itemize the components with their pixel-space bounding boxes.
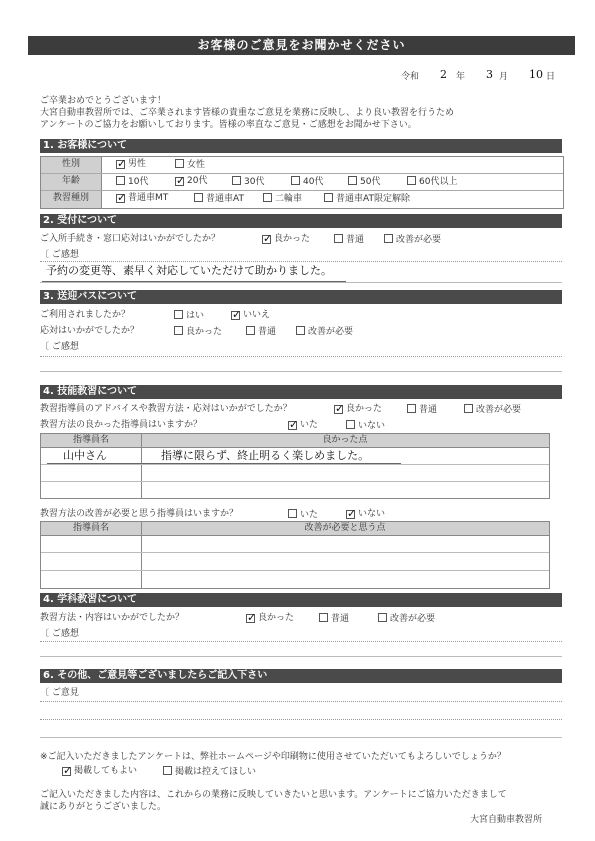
divider <box>40 719 562 720</box>
option-age-60s[interactable]: 60代以上 <box>407 176 457 188</box>
good-instructor-option-no[interactable]: いない <box>346 420 385 432</box>
section-1-header: 1. お客様について <box>40 139 562 153</box>
skill-option-improve[interactable]: 改善が必要 <box>464 404 521 416</box>
option-age-30s[interactable]: 30代 <box>232 176 264 188</box>
good-instructor-option-yes[interactable]: ✓ いた <box>289 418 319 431</box>
option-course-at-unlimit[interactable]: 普通車AT限定解除 <box>324 193 410 205</box>
skill-question-1: 教習指導員のアドバイスや教習方法・応対はいかがでしたか？ <box>40 404 292 414</box>
form-title: お客様のご意見をお聞かせください <box>28 36 575 55</box>
school-name: 大宮自動車教習所 <box>470 815 543 825</box>
divider <box>40 356 562 357</box>
skill-question-2: 教習方法の良かった指導員はいますか？ <box>40 420 203 430</box>
reception-option-good[interactable]: ✓ 良かった <box>263 232 311 245</box>
good-instructor-table <box>40 433 550 499</box>
section-6-header: 6. その他、ご意見等ございましたらご記入下さい <box>40 669 562 683</box>
option-age-20s[interactable]: ✓ 20代 <box>176 174 208 187</box>
date-month-label: 月 <box>499 72 509 82</box>
bus-option-normal[interactable]: 普通 <box>246 326 276 338</box>
bus-option-good[interactable]: 良かった <box>174 326 222 338</box>
improve-instructor-option-no[interactable]: ✓ いない <box>347 507 386 520</box>
date-day-hand: 10 <box>529 68 543 81</box>
bus-question-1: ご利用されましたか？ <box>40 310 131 320</box>
option-age-10s[interactable]: 10代 <box>116 176 148 188</box>
checkbox-age-50s[interactable] <box>348 176 357 185</box>
other-comment-label: 〔 ご意見 <box>40 688 79 698</box>
reception-comment-hand: 予約の変更等、素早く対応していただけて助かりました。 <box>46 264 332 277</box>
checkbox-lecture-improve[interactable] <box>378 613 387 622</box>
row-label-age: 年齢 <box>61 176 80 186</box>
closing-line-1: ご記入いただきました内容は、これからの業務に反映していきたいと思います。アンケートにご協力いただきまして <box>40 790 507 800</box>
checkbox-male[interactable]: ✓ <box>117 157 127 170</box>
option-age-40s[interactable]: 40代 <box>291 176 323 188</box>
checkbox-consent-yes[interactable]: ✓ <box>63 764 73 777</box>
checkbox-bus-yes[interactable] <box>174 310 183 319</box>
option-female[interactable]: 女性 <box>175 159 205 171</box>
closing-line-2: 誠にありがとうございました。 <box>40 802 167 812</box>
checkbox-skill-good[interactable]: ✓ <box>335 402 345 415</box>
intro-line-2: 大宮自動車教習所では、ご卒業されます皆様の貴重なご意見を業務に反映し、より良い教習を行うため <box>40 108 455 118</box>
checkbox-female[interactable] <box>175 159 184 168</box>
checkbox-course-mt[interactable]: ✓ <box>117 191 127 204</box>
checkbox-skill-improve[interactable] <box>464 404 473 413</box>
improve-instructor-option-yes[interactable]: いた <box>288 509 318 521</box>
date-year-hand: 2 <box>440 68 447 81</box>
option-course-bike[interactable]: 二輪車 <box>263 193 302 205</box>
date-era: 令和 <box>401 72 420 82</box>
checkbox-age-20s[interactable]: ✓ <box>176 174 186 187</box>
table1-hand-point: 指導に限らず、終止明るく楽しめました。 <box>161 449 370 462</box>
reception-option-improve[interactable]: 改善が必要 <box>384 234 441 246</box>
table2-head-name: 指導員名 <box>72 523 109 533</box>
checkbox-lecture-normal[interactable] <box>319 613 328 622</box>
section-2-header: 2. 受付について <box>40 214 562 228</box>
bus-option-improve[interactable]: 改善が必要 <box>296 326 353 338</box>
lecture-option-normal[interactable]: 普通 <box>319 613 349 625</box>
intro-line-3: アンケートのご協力をお願いしております。皆様の率直なご意見・ご感想をお聞かせ下さい。 <box>40 120 417 130</box>
option-age-50s[interactable]: 50代 <box>348 176 380 188</box>
lecture-option-good[interactable]: ✓ 良かった <box>247 611 295 624</box>
skill-option-good[interactable]: ✓ 良かった <box>335 402 383 415</box>
checkbox-course-at[interactable] <box>194 193 203 202</box>
divider <box>40 261 562 262</box>
bus-option-no[interactable]: ✓ いいえ <box>232 308 271 321</box>
checkbox-lecture-good[interactable]: ✓ <box>247 611 257 624</box>
bus-question-2: 応対はいかがでしたか？ <box>40 326 140 336</box>
checkbox-good-instructor-yes[interactable]: ✓ <box>289 418 299 431</box>
divider <box>40 656 562 657</box>
row-label-gender: 性別 <box>61 159 80 169</box>
checkbox-reception-improve[interactable] <box>384 234 393 243</box>
checkbox-bus-improve[interactable] <box>296 326 305 335</box>
date-month-hand: 3 <box>486 68 493 81</box>
date-day-label: 日 <box>546 72 556 82</box>
checkbox-good-instructor-no[interactable] <box>346 420 355 429</box>
checkbox-bus-good[interactable] <box>174 326 183 335</box>
option-male[interactable]: ✓ 男性 <box>117 157 147 170</box>
checkbox-age-40s[interactable] <box>291 176 300 185</box>
checkbox-skill-normal[interactable] <box>407 404 416 413</box>
lecture-comment-label: 〔 ご感想 <box>40 629 79 639</box>
option-course-mt[interactable]: ✓ 普通車MT <box>117 191 169 204</box>
consent-question: ※ご記入いただきましたアンケートは、弊社ホームページや印刷物に使用させていただいてもよろしいでしょうか？ <box>40 752 506 762</box>
row-label-course: 教習種別 <box>52 193 89 203</box>
consent-option-no[interactable]: 掲載は控えてほしい <box>163 766 256 778</box>
reception-comment-label: 〔 ご感想 <box>40 250 79 260</box>
intro-line-1: ご卒業おめでとうございます！ <box>40 96 167 106</box>
checkbox-improve-instructor-yes[interactable] <box>288 509 297 518</box>
improve-instructor-table <box>40 521 550 589</box>
skill-question-3: 教習方法の改善が必要と思う指導員はいますか？ <box>40 509 239 519</box>
section-3-header: 3. 送迎バスについて <box>40 290 562 304</box>
divider <box>40 737 562 738</box>
checkbox-consent-no[interactable] <box>163 766 172 775</box>
bus-option-yes[interactable]: はい <box>174 310 204 322</box>
red-underline <box>47 463 401 464</box>
divider <box>40 701 562 702</box>
reception-question: ご入所手続き・窓口応対はいかがでしたか？ <box>40 234 221 244</box>
lecture-option-improve[interactable]: 改善が必要 <box>378 613 435 625</box>
bus-comment-label: 〔 ご感想 <box>40 342 79 352</box>
table1-head-name: 指導員名 <box>72 435 109 445</box>
divider <box>40 282 562 283</box>
checkbox-reception-normal[interactable] <box>334 234 343 243</box>
section-4-header: 4. 技能教習について <box>40 385 562 399</box>
checkbox-bus-no[interactable]: ✓ <box>232 308 242 321</box>
consent-option-yes[interactable]: ✓ 掲載してもよい <box>63 764 138 777</box>
table1-hand-name: 山中さん <box>63 449 107 462</box>
skill-option-normal[interactable]: 普通 <box>407 404 437 416</box>
lecture-question: 教習方法・内容はいかがでしたか？ <box>40 613 185 623</box>
checkbox-age-60s[interactable] <box>407 176 416 185</box>
table2-head-point: 改善が必要と思う点 <box>304 523 386 533</box>
checkbox-course-bike[interactable] <box>263 193 272 202</box>
divider <box>40 371 562 372</box>
checkbox-age-30s[interactable] <box>232 176 241 185</box>
checkbox-age-10s[interactable] <box>116 176 125 185</box>
checkbox-bus-normal[interactable] <box>246 326 255 335</box>
reception-option-normal[interactable]: 普通 <box>334 234 364 246</box>
section-5-header: 4. 学科教習について <box>40 593 562 607</box>
divider <box>40 641 562 642</box>
customer-info-table <box>40 156 564 209</box>
checkbox-improve-instructor-no[interactable]: ✓ <box>347 507 357 520</box>
checkbox-reception-good[interactable]: ✓ <box>263 232 273 245</box>
option-course-at[interactable]: 普通車AT <box>194 193 244 205</box>
checkbox-course-at-unlimit[interactable] <box>324 193 333 202</box>
table1-head-point: 良かった点 <box>322 435 368 445</box>
date-year-label: 年 <box>456 72 466 82</box>
